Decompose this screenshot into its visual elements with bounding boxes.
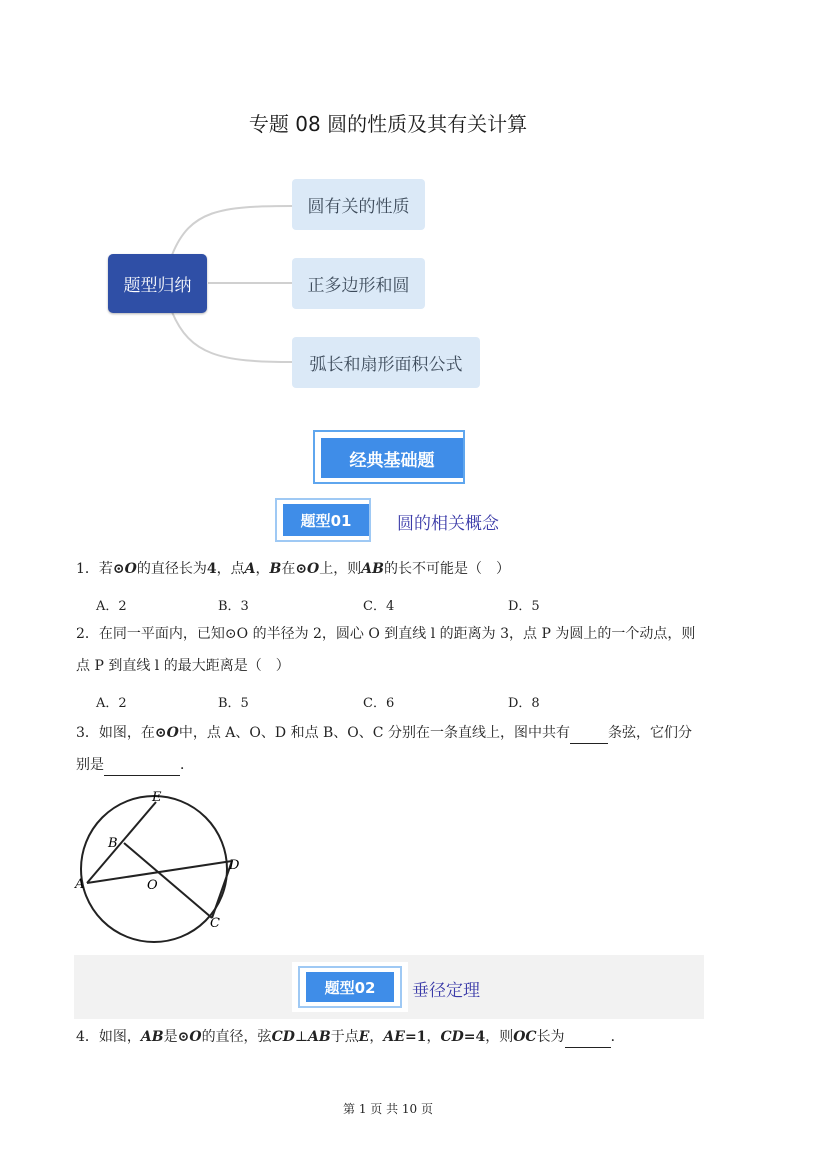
circle-figure xyxy=(72,785,252,950)
figure-label-o: O xyxy=(147,878,158,893)
mindmap-root: 题型归纳 xyxy=(108,254,207,313)
type2-badge-label: 题型02 xyxy=(306,972,394,1002)
page-footer: 第 1 页 共 10 页 xyxy=(343,1102,433,1116)
mindmap-branch-2: 正多边形和圆 xyxy=(292,258,425,309)
question-3-line-2: 别是 ． xyxy=(76,754,194,776)
question-1: 1．若⊙O的直径长为4，点A，B在⊙O上，则AB的长不可能是（ ） xyxy=(76,561,510,577)
type1-badge xyxy=(275,498,375,542)
q1-option-b: B．3 xyxy=(218,599,249,614)
type1-topic: 圆的相关概念 xyxy=(397,514,499,534)
q2-option-a: A．2 xyxy=(96,696,127,711)
answer-blank xyxy=(565,1033,611,1048)
q1-option-c: C．4 xyxy=(363,599,395,614)
mindmap-branch-1: 圆有关的性质 xyxy=(292,179,425,230)
type2-topic: 垂径定理 xyxy=(412,981,480,1001)
answer-blank xyxy=(104,761,180,776)
figure-label-d: D xyxy=(229,858,240,873)
mindmap-branch-3: 弧长和扇形面积公式 xyxy=(292,337,480,388)
figure-label-c: C xyxy=(210,916,220,931)
page-title: 专题 08 圆的性质及其有关计算 xyxy=(248,112,528,136)
figure-label-e: E xyxy=(152,790,162,805)
figure-label-b: B xyxy=(108,836,118,851)
section-banner xyxy=(313,430,465,484)
question-3-line-1: 3．如图，在⊙O中，点 A、O、D 和点 B、O、C 分别在一条直线上，图中共有 条弦，它们分 xyxy=(76,722,692,744)
q1-option-a: A．2 xyxy=(96,599,127,614)
section-banner-label: 经典基础题 xyxy=(321,438,463,478)
answer-blank xyxy=(570,729,608,744)
type1-badge-label: 题型01 xyxy=(283,504,369,536)
q2-option-b: B．5 xyxy=(218,696,249,711)
figure-label-a: A xyxy=(75,877,85,892)
q2-option-d: D．8 xyxy=(508,696,540,711)
type2-badge xyxy=(292,962,408,1012)
q2-option-c: C．6 xyxy=(363,696,395,711)
question-2-line-2: 点 P 到直线 l 的最大距离是（ ） xyxy=(76,658,290,674)
question-4: 4．如图，AB是⊙O的直径，弦CD⊥AB于点E，AE=1，CD=4，则OC长为 ． xyxy=(76,1026,625,1048)
question-2-line-1: 2．在同一平面内，已知⊙O 的半径为 2，圆心 O 到直线 l 的距离为 3，点 P 为圆上的一个动点，则 xyxy=(76,626,696,642)
q1-option-d: D．5 xyxy=(508,599,540,614)
